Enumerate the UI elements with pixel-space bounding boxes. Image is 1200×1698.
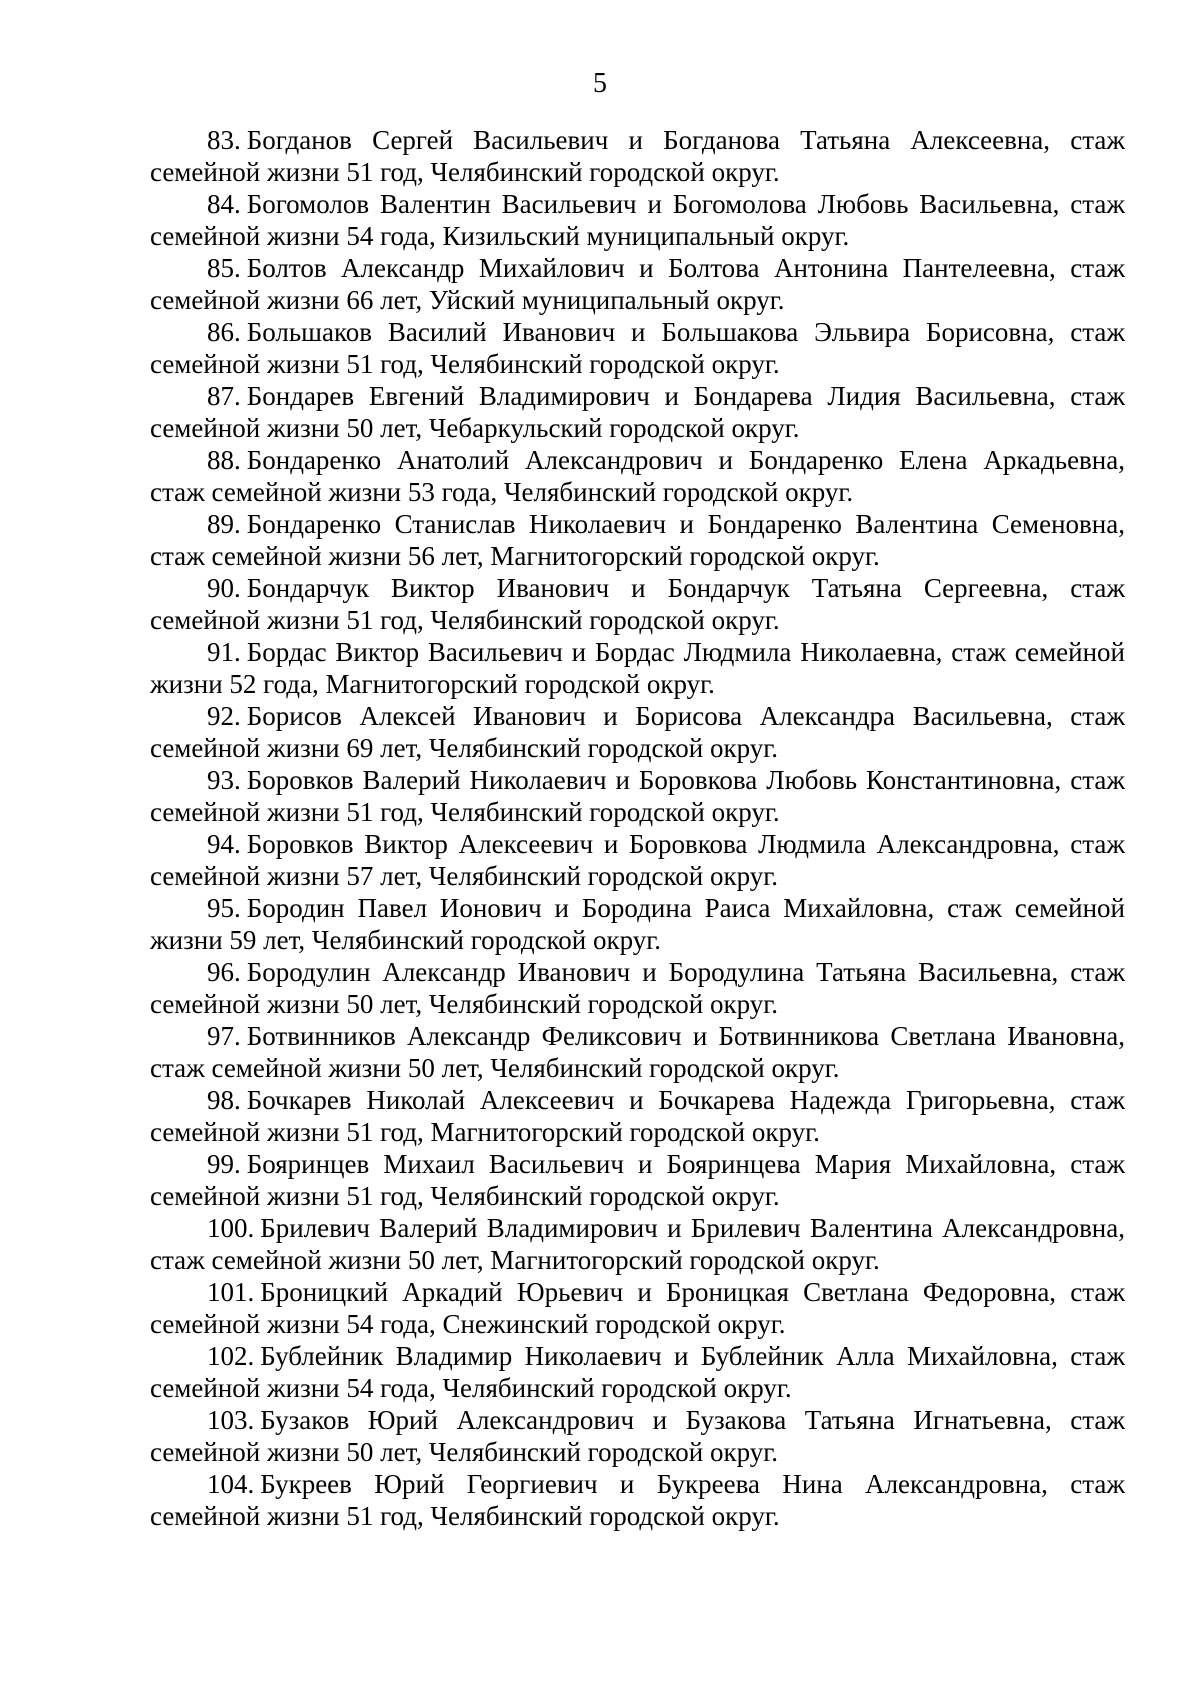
list-item bbox=[150, 764, 1125, 828]
entry-number: 104. bbox=[207, 1469, 255, 1499]
list-item bbox=[150, 892, 1125, 956]
entry-number: 86. bbox=[207, 317, 241, 347]
entry-text: Болтов Александр Михайлович и Болтова Антонина Пантелеевна, стаж семейной жизни 66 лет, Уйский муниципальный округ. bbox=[150, 253, 1125, 315]
entry-text: Брилевич Валерий Владимирович и Брилевич Валентина Александровна, стаж семейной жизни 50 лет, Магнитогорский городской округ. bbox=[150, 1213, 1125, 1275]
list-item bbox=[150, 1084, 1125, 1148]
list-item bbox=[150, 252, 1125, 316]
entry-text: Бородулин Александр Иванович и Бородулина Татьяна Васильевна, стаж семейной жизни 50 лет, Челябинский городской округ. bbox=[150, 957, 1125, 1019]
list-item bbox=[150, 508, 1125, 572]
entry-number: 92. bbox=[207, 701, 241, 731]
list-item bbox=[150, 1212, 1125, 1276]
list-item bbox=[150, 1020, 1125, 1084]
page-number: 5 bbox=[593, 68, 607, 99]
entry-number: 90. bbox=[207, 573, 241, 603]
entry-number: 100. bbox=[207, 1213, 255, 1243]
entry-text: Борисов Алексей Иванович и Борисова Александра Васильевна, стаж семейной жизни 69 лет, Челябинский городской округ. bbox=[150, 701, 1125, 763]
entry-text: Бояринцев Михаил Васильевич и Бояринцева Мария Михайловна, стаж семейной жизни 51 год, Челябинский городской округ. bbox=[150, 1149, 1125, 1211]
entry-text: Богомолов Валентин Васильевич и Богомолова Любовь Васильевна, стаж семейной жизни 54 года, Кизильский муниципальный округ. bbox=[150, 189, 1125, 251]
entry-text: Богданов Сергей Васильевич и Богданова Татьяна Алексеевна, стаж семейной жизни 51 год, Челябинский городской округ. bbox=[150, 125, 1125, 187]
entry-number: 99. bbox=[207, 1149, 241, 1179]
entry-text: Бородин Павел Ионович и Бородина Раиса Михайловна, стаж семейной жизни 59 лет, Челябинский городской округ. bbox=[150, 893, 1125, 955]
entry-text: Боровков Виктор Алексеевич и Боровкова Людмила Александровна, стаж семейной жизни 57 лет, Челябинский городской округ. bbox=[150, 829, 1125, 891]
list-item bbox=[150, 828, 1125, 892]
entry-text: Бублейник Владимир Николаевич и Бублейник Алла Михайловна, стаж семейной жизни 54 года, Челябинский городской округ. bbox=[150, 1341, 1125, 1403]
list-item bbox=[150, 444, 1125, 508]
entry-number: 91. bbox=[207, 637, 241, 667]
list-item bbox=[150, 1468, 1125, 1532]
entry-text: Бочкарев Николай Алексеевич и Бочкарева Надежда Григорьевна, стаж семейной жизни 51 год, Магнитогорский городской округ. bbox=[150, 1085, 1125, 1147]
entry-text: Бондаренко Анатолий Александрович и Бондаренко Елена Аркадьевна, стаж семейной жизни 53 года, Челябинский городской округ. bbox=[150, 445, 1125, 507]
list-item bbox=[150, 1276, 1125, 1340]
entry-number: 96. bbox=[207, 957, 241, 987]
entry-number: 83. bbox=[207, 125, 241, 155]
entry-text: Бузаков Юрий Александрович и Бузакова Татьяна Игнатьевна, стаж семейной жизни 50 лет, Челябинский городской округ. bbox=[150, 1405, 1125, 1467]
entry-number: 94. bbox=[207, 829, 241, 859]
entry-text: Ботвинников Александр Феликсович и Ботвинникова Светлана Ивановна, стаж семейной жизни 50 лет, Челябинский городской округ. bbox=[150, 1021, 1125, 1083]
list-item bbox=[150, 700, 1125, 764]
entry-number: 85. bbox=[207, 253, 241, 283]
list-item bbox=[150, 188, 1125, 252]
entry-text: Букреев Юрий Георгиевич и Букреева Нина Александровна, стаж семейной жизни 51 год, Челябинский городской округ. bbox=[150, 1469, 1125, 1531]
entry-text: Большаков Василий Иванович и Большакова Эльвира Борисовна, стаж семейной жизни 51 год, Челябинский городской округ. bbox=[150, 317, 1125, 379]
entry-number: 103. bbox=[207, 1405, 255, 1435]
entry-number: 98. bbox=[207, 1085, 241, 1115]
list-item bbox=[150, 1340, 1125, 1404]
list-item bbox=[150, 636, 1125, 700]
awardee-list bbox=[150, 124, 1125, 1532]
list-item bbox=[150, 316, 1125, 380]
entry-number: 89. bbox=[207, 509, 241, 539]
entry-text: Броницкий Аркадий Юрьевич и Броницкая Светлана Федоровна, стаж семейной жизни 54 года, Снежинский городской округ. bbox=[150, 1277, 1125, 1339]
entry-number: 101. bbox=[207, 1277, 255, 1307]
list-item bbox=[150, 1148, 1125, 1212]
entry-number: 93. bbox=[207, 765, 241, 795]
entry-text: Бордас Виктор Васильевич и Бордас Людмила Николаевна, стаж семейной жизни 52 года, Магнитогорский городской округ. bbox=[150, 637, 1125, 699]
list-item bbox=[150, 572, 1125, 636]
entry-number: 88. bbox=[207, 445, 241, 475]
entry-number: 84. bbox=[207, 189, 241, 219]
entry-number: 87. bbox=[207, 381, 241, 411]
entry-text: Бондаренко Станислав Николаевич и Бондаренко Валентина Семеновна, стаж семейной жизни 56 лет, Магнитогорский городской округ. bbox=[150, 509, 1125, 571]
entry-number: 102. bbox=[207, 1341, 255, 1371]
list-item bbox=[150, 124, 1125, 188]
list-item bbox=[150, 1404, 1125, 1468]
entry-text: Бондарчук Виктор Иванович и Бондарчук Татьяна Сергеевна, стаж семейной жизни 51 год, Челябинский городской округ. bbox=[150, 573, 1125, 635]
list-item bbox=[150, 380, 1125, 444]
entry-text: Боровков Валерий Николаевич и Боровкова Любовь Константиновна, стаж семейной жизни 51 год, Челябинский городской округ. bbox=[150, 765, 1125, 827]
entry-number: 97. bbox=[207, 1021, 241, 1051]
entry-number: 95. bbox=[207, 893, 241, 923]
entry-text: Бондарев Евгений Владимирович и Бондарева Лидия Васильевна, стаж семейной жизни 50 лет, Чебаркульский городской округ. bbox=[150, 381, 1125, 443]
list-item bbox=[150, 956, 1125, 1020]
